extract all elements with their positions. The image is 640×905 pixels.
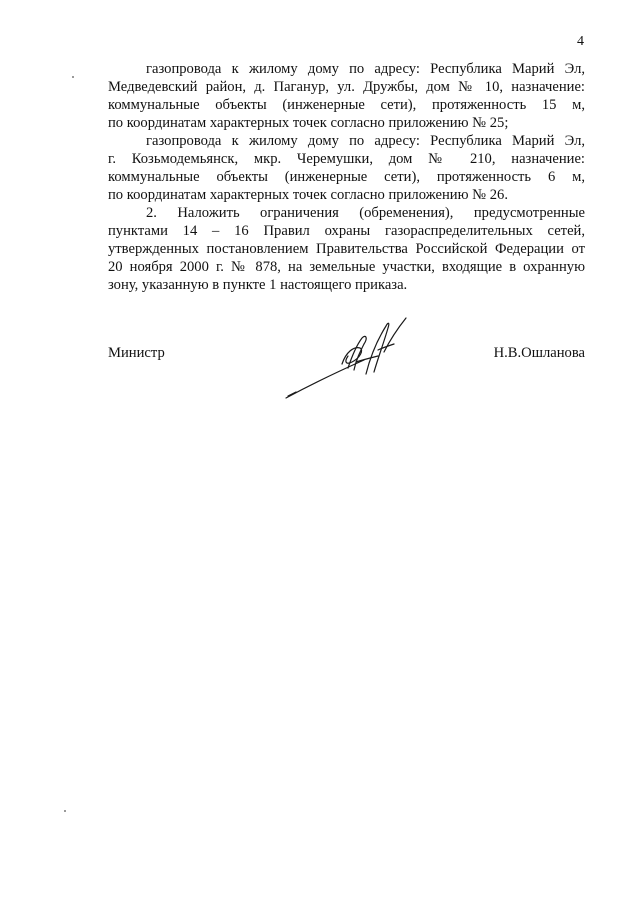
text-line: утвержденных постановлением Правительства Российской Федерации от	[108, 241, 585, 257]
scan-speck	[72, 76, 74, 78]
handwritten-signature-icon	[282, 312, 422, 404]
signatory-name: Н.В.Ошланова	[493, 345, 585, 361]
text-line: коммунальные объекты (инженерные сети), протяженность 15 м,	[108, 97, 585, 113]
text-line: 2. Наложить ограничения (обременения), предусмотренные	[146, 205, 585, 221]
text-line: по координатам характерных точек согласно приложению № 25;	[108, 115, 509, 131]
paragraph-gas-pipeline-kozmodemyansk	[108, 132, 585, 204]
paragraph-gas-pipeline-paganur	[108, 60, 585, 132]
text-line: по координатам характерных точек согласно приложению № 26.	[108, 187, 508, 203]
page-number: 4	[577, 34, 584, 49]
document-body	[108, 60, 585, 294]
text-line: 20 ноября 2000 г. № 878, на земельные участки, входящие в охранную	[108, 259, 585, 275]
text-line: г. Козьмодемьянск, мкр. Черемушки, дом № 210, назначение:	[108, 151, 585, 167]
text-line: коммунальные объекты (инженерные сети), протяженность 6 м,	[108, 169, 585, 185]
scan-speck	[64, 810, 66, 812]
text-line: Медведевский район, д. Паганур, ул. Дружбы, дом № 10, назначение:	[108, 79, 585, 95]
text-line: пунктами 14 – 16 Правил охраны газораспределительных сетей,	[108, 223, 585, 239]
paragraph-restrictions	[108, 204, 585, 294]
text-line: газопровода к жилому дому по адресу: Республика Марий Эл,	[146, 61, 585, 77]
text-line: зону, указанную в пункте 1 настоящего приказа.	[108, 277, 408, 293]
text-line: газопровода к жилому дому по адресу: Республика Марий Эл,	[146, 133, 585, 149]
signatory-title: Министр	[108, 345, 165, 361]
